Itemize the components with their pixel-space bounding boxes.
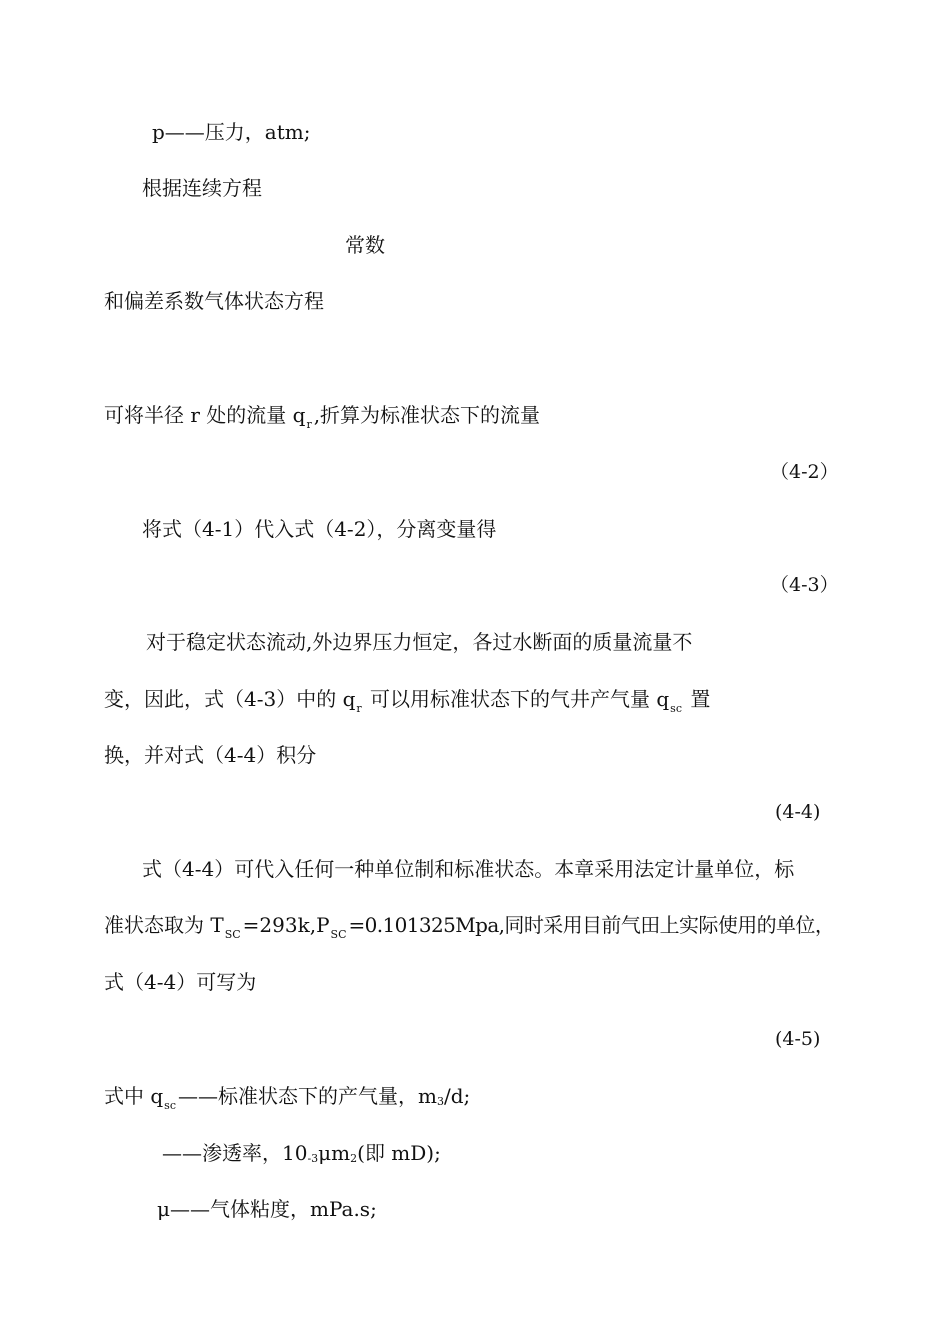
text-line-constant: 常数 bbox=[345, 233, 385, 257]
text-segment: 式中 q bbox=[104, 1084, 164, 1108]
text-line-permeability bbox=[162, 1141, 441, 1171]
text-segment: 准状态取为 T bbox=[104, 913, 224, 937]
subscript: sc bbox=[670, 702, 682, 715]
text-segment: (即 mD); bbox=[357, 1141, 441, 1165]
text-line-standard-state bbox=[104, 913, 834, 947]
equation-number-4-5: (4-5) bbox=[775, 1028, 821, 1050]
text-line-substitute: 将式（4-1）代入式（4-2），分离变量得 bbox=[142, 517, 497, 541]
text-line-integrate: 换，并对式（4-4）积分 bbox=[104, 743, 317, 767]
text-line-units: 式（4-4）可代入任何一种单位制和标准状态。本章采用法定计量单位，标 bbox=[142, 857, 795, 881]
text-segment: 变，因此，式（4-3）中的 q bbox=[104, 687, 356, 711]
text-segment: =0.101325Mpa,同时采用目前气田上实际使用的单位， bbox=[348, 913, 835, 937]
superscript: 2 bbox=[350, 1152, 358, 1165]
text-segment: =293k,P bbox=[242, 913, 330, 937]
text-line-rewrite: 式（4-4）可写为 bbox=[104, 970, 257, 994]
text-segment: 可将半径 r 处的流量 q bbox=[104, 403, 306, 427]
text-segment: ,折算为标准状态下的流量 bbox=[313, 403, 541, 427]
equation-number-4-3: （4-3） bbox=[770, 574, 839, 596]
equation-number-4-4: (4-4) bbox=[775, 801, 821, 823]
text-line-qsc-definition bbox=[104, 1084, 470, 1118]
subscript: r bbox=[356, 702, 362, 715]
subscript: SC bbox=[224, 928, 241, 941]
text-line-continuity: 根据连续方程 bbox=[142, 176, 262, 200]
text-segment: 置 bbox=[683, 687, 711, 711]
text-line-pressure: p——压力，atm; bbox=[152, 120, 311, 144]
text-segment: /d; bbox=[443, 1084, 471, 1108]
subscript: r bbox=[306, 418, 312, 431]
subscript: sc bbox=[164, 1099, 176, 1112]
text-segment: μm bbox=[318, 1141, 351, 1165]
text-segment: ——标准状态下的产气量，m bbox=[177, 1084, 437, 1108]
text-segment: 可以用标准状态下的气井产气量 q bbox=[363, 687, 670, 711]
text-line-steady-state: 对于稳定状态流动,外边界压力恒定，各过水断面的质量流量不 bbox=[146, 630, 693, 654]
text-segment: ——渗透率，10 bbox=[162, 1141, 308, 1165]
superscript: 3 bbox=[436, 1095, 444, 1108]
superscript: -3 bbox=[307, 1152, 319, 1165]
text-line-replace bbox=[104, 687, 710, 721]
equation-number-4-2: （4-2） bbox=[770, 461, 839, 483]
text-line-convert-flow bbox=[104, 403, 540, 437]
subscript: SC bbox=[330, 928, 347, 941]
text-line-state-equation: 和偏差系数气体状态方程 bbox=[104, 289, 324, 313]
text-line-viscosity: μ——气体粘度，mPa.s; bbox=[157, 1197, 377, 1221]
